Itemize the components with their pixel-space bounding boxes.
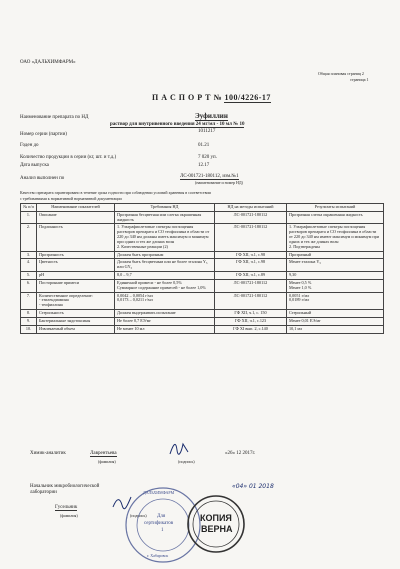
copy-stamp-line-2: ВЕРНА bbox=[201, 524, 233, 534]
table-cell: Цветность bbox=[37, 259, 115, 272]
table-row bbox=[21, 251, 384, 259]
round-stamp-text: ДАЛЬХИМФАРМ bbox=[143, 490, 175, 495]
field-quantity-value: 7 020 уп. bbox=[198, 155, 217, 160]
chem-date: «26» 12 2017г. bbox=[225, 451, 256, 456]
chem-fio-note: (фамилия) bbox=[98, 459, 116, 464]
copy-stamp-line-1: КОПИЯ bbox=[200, 513, 232, 523]
field-series-value: 1011217 bbox=[198, 129, 216, 134]
table-cell: 8. bbox=[21, 310, 37, 318]
round-stamp-center-1: Для bbox=[157, 514, 166, 519]
table-row bbox=[21, 325, 384, 333]
table-cell: pH bbox=[37, 272, 115, 280]
table-cell: 9,30 bbox=[287, 272, 384, 280]
table-cell: Прозрачная бесцветная или слегка окрашенная жидкость bbox=[115, 211, 215, 224]
chem-sign-note: (подпись) bbox=[178, 459, 195, 464]
table-cell: ГФ XI вып. 2, с.140 bbox=[215, 325, 287, 333]
nd-note: (наименование и номер НД) bbox=[195, 180, 243, 185]
table-cell: Посторонние примеси bbox=[37, 279, 115, 292]
table-row bbox=[21, 310, 384, 318]
field-quantity-label: Количество продукции в серии (кг, шт. и т.д.) bbox=[20, 155, 117, 160]
table-cell: Не менее 10 мл bbox=[115, 325, 215, 333]
field-form-value: раствор для внутривенного введения 24 мг/мл - 10 мл № 10 bbox=[110, 122, 245, 127]
header-cell: № п/п bbox=[21, 204, 37, 212]
field-expiry-label: Годен до bbox=[20, 143, 39, 148]
header-cell: Наименование показателей bbox=[37, 204, 115, 212]
table-cell: Количественное определение: - этилендиамина - теофиллина bbox=[37, 292, 115, 309]
field-drug-label: Наименование препарата по НД bbox=[20, 115, 89, 120]
table-cell: ЛС-001721-180112 bbox=[215, 292, 287, 309]
table-cell: 10,1 мл bbox=[287, 325, 384, 333]
table-row bbox=[21, 224, 384, 251]
table-row bbox=[21, 259, 384, 272]
table-cell: 1. Ультрафиолетовые спектры поглощения растворов препарата и СО теофиллина в области от 220 до 340 нм имеют максимум и минимум при одних и тех же длинах волн 2. Подтверждены bbox=[287, 224, 384, 251]
table-cell: 7. bbox=[21, 292, 37, 309]
table-cell: Менее эталона Y₅ bbox=[287, 259, 384, 272]
table-cell: Должен быть прозрачным bbox=[115, 251, 215, 259]
passport-title-text: П А С П О Р Т № bbox=[152, 93, 222, 102]
chem-label: Химик-аналитик bbox=[30, 451, 66, 456]
table-cell: Должен быть бесцветным или не более эталона Y₅ или GY₅ bbox=[115, 259, 215, 272]
header-cell: НД на методы испытаний bbox=[215, 204, 287, 212]
table-cell: 1. Ультрафиолетовые спектры поглощения растворов препарата и СО теофиллина в области от 220 до 340 нм должны иметь максимум и минимум при одних и тех же длинах волн 2. Качественные реакции (2) bbox=[115, 224, 215, 251]
table-cell: Извлекаемый объем bbox=[37, 325, 115, 333]
field-release-value: 12.17 bbox=[198, 163, 210, 168]
table-cell: ГФ XII, ч.1, с.89 bbox=[215, 272, 287, 280]
table-cell: 5. bbox=[21, 272, 37, 280]
table-cell: Менее 0,01 ЕЭ/мг bbox=[287, 317, 384, 325]
table-cell: ЛС-001721-180112 bbox=[215, 224, 287, 251]
table-row bbox=[21, 279, 384, 292]
table-cell: ГФ XII, ч.1, с.123 bbox=[215, 317, 287, 325]
table-cell: Прозрачный bbox=[287, 251, 384, 259]
field-expiry-value: 01.21 bbox=[198, 143, 210, 148]
table-cell: ГФ XII, ч.1, с.98 bbox=[215, 251, 287, 259]
table-cell: Должен выдерживать испытание bbox=[115, 310, 215, 318]
test-results-table bbox=[20, 203, 384, 334]
table-cell: ГФ XII, ч.1, с.98 bbox=[215, 259, 287, 272]
table-cell: ЛС-001721-180112 bbox=[215, 211, 287, 224]
header-cell: Требования НД bbox=[115, 204, 215, 212]
table-cell: Единичной примеси - не более 0,5% Суммарное содержание примесей - не более 1,0% bbox=[115, 279, 215, 292]
table-cell: 9. bbox=[21, 317, 37, 325]
passport-title bbox=[152, 94, 271, 102]
table-cell: Бактериальные эндотоксины bbox=[37, 317, 115, 325]
table-cell: 8,0 – 9,7 bbox=[115, 272, 215, 280]
field-series-label: Номер серии (партии) bbox=[20, 132, 67, 137]
table-cell: 6. bbox=[21, 279, 37, 292]
form-note-1: Общая плановая страниц 2 bbox=[318, 71, 364, 76]
table-cell: Стерильность bbox=[37, 310, 115, 318]
quality-text-1: Качество препарата гарантировано в течение срока годности при соблюдении условий хранения в соответствии bbox=[20, 190, 211, 195]
round-stamp-center-3: 1 bbox=[161, 528, 164, 533]
table-cell: 1. bbox=[21, 211, 37, 224]
table-header-row bbox=[21, 204, 384, 212]
header-cell: Результаты испытаний bbox=[287, 204, 384, 212]
micro-name: Гусельник bbox=[55, 505, 78, 510]
table-cell: ГФ XII, ч.1, с. 150 bbox=[215, 310, 287, 318]
table-cell: 3. bbox=[21, 251, 37, 259]
field-release-label: Дата выпуска bbox=[20, 163, 49, 168]
table-cell: Прозрачная слегка окрашенная жидкость bbox=[287, 211, 384, 224]
table-row bbox=[21, 272, 384, 280]
micro-head-2: лаборатории bbox=[30, 490, 57, 495]
org-name: ОАО «ДАЛЬХИМФАРМ» bbox=[20, 60, 76, 65]
table-cell: 4. bbox=[21, 259, 37, 272]
form-note-2: страница 1 bbox=[350, 77, 369, 82]
table-cell: 0,0042 – 0,0054 г/мл 0,0173 – 0,0211 г/мл bbox=[115, 292, 215, 309]
chem-name: Лаврентьева bbox=[90, 451, 117, 456]
table-row bbox=[21, 292, 384, 309]
table-cell: 0,0051 г/мл 0,0189 г/мл bbox=[287, 292, 384, 309]
table-row bbox=[21, 317, 384, 325]
passport-number: 100/4226-17 bbox=[224, 93, 271, 102]
field-method-value: ЛС-001721-180112, изм.№1 bbox=[180, 174, 239, 179]
field-drug-value: Эуфиллин bbox=[195, 112, 228, 120]
copy-verified-stamp bbox=[186, 494, 246, 554]
table-row bbox=[21, 211, 384, 224]
table-cell: Менее 0,5 % Менее 1,0 % bbox=[287, 279, 384, 292]
micro-date: «04» 01 2018 bbox=[232, 483, 274, 490]
table-cell: 10. bbox=[21, 325, 37, 333]
micro-sign-note: (подпись) bbox=[130, 513, 147, 518]
table-cell: Подлинность bbox=[37, 224, 115, 251]
round-stamp-city: г. Хабаровск bbox=[147, 553, 169, 558]
micro-head-1: Начальник микробиологической bbox=[30, 484, 100, 489]
table-body bbox=[21, 211, 384, 333]
table-cell: 2. bbox=[21, 224, 37, 251]
round-stamp-center-2: сертификатов bbox=[144, 521, 174, 526]
quality-text-2: с требованиями к нормативной нормативной документации bbox=[20, 196, 122, 201]
table-cell: Описание bbox=[37, 211, 115, 224]
chem-signature bbox=[168, 440, 190, 458]
field-method-label: Анализ выполнен по bbox=[20, 176, 65, 181]
table-cell: Стерильный bbox=[287, 310, 384, 318]
table-cell: Прозрачность bbox=[37, 251, 115, 259]
table-cell: Не более 0,7 ЕЭ/мг bbox=[115, 317, 215, 325]
micro-fio-note: (фамилия) bbox=[60, 513, 78, 518]
table-cell: ЛС-001721-180112 bbox=[215, 279, 287, 292]
